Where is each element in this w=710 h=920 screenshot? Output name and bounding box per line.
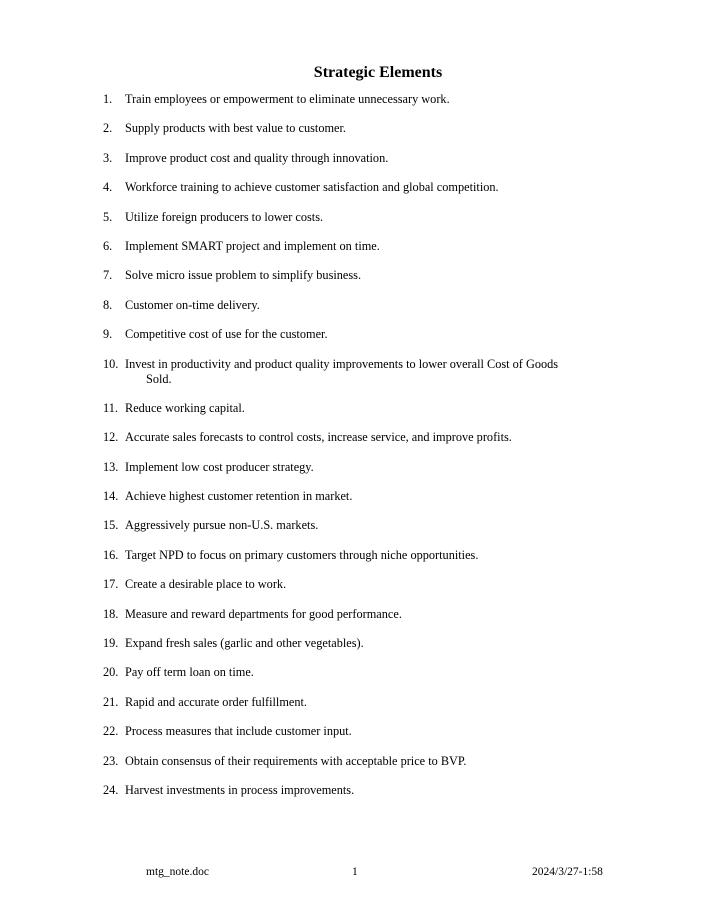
item-number: 21. [103,694,119,709]
list-item [103,665,583,680]
item-number: 23. [103,753,119,768]
list-item [103,327,583,342]
item-text: Supply products with best value to customer. [125,121,346,136]
item-number: 19. [103,636,119,651]
list-item [103,754,583,769]
item-text: Accurate sales forecasts to control costs, increase service, and improve profits. [125,430,512,445]
item-number: 7. [103,268,113,283]
item-text: Solve micro issue problem to simplify business. [125,268,362,283]
list-item [103,298,583,313]
item-number: 1. [103,92,113,106]
item-text: Target NPD to focus on primary customers through niche opportunities. [125,547,479,562]
item-text: Create a desirable place to work. [125,577,287,592]
item-text: Customer on-time delivery. [125,297,260,312]
list-item [103,460,583,475]
item-text-continuation: Sold. [146,371,172,386]
list-item [103,783,583,798]
item-number: 24. [103,782,119,797]
item-number: 14. [103,489,119,504]
item-number: 12. [103,430,119,445]
item-text: Harvest investments in process improvements. [125,782,355,797]
item-text: Pay off term loan on time. [125,665,254,680]
list-item [103,695,583,710]
footer-datetime: 2024/3/27-1:58 [532,866,603,878]
item-number: 10. [103,356,119,371]
list-item [103,401,583,416]
list-item [103,180,583,195]
item-number: 6. [103,238,113,253]
item-text: Process measures that include customer input. [125,724,352,739]
list-item [103,151,583,166]
item-number: 15. [103,518,119,533]
item-number: 9. [103,327,113,342]
item-text: Measure and reward departments for good performance. [125,606,402,621]
item-text: Expand fresh sales (garlic and other vegetables). [125,636,364,651]
list-item [103,430,583,445]
footer-page-number: 1 [352,866,358,878]
item-number: 20. [103,665,119,680]
list-item [103,210,583,225]
document-title: Strategic Elements [313,64,443,81]
item-text: Invest in productivity and product quality improvements to lower overall Cost of Goods [125,356,559,371]
item-number: 3. [103,150,113,165]
item-text: Achieve highest customer retention in market. [125,489,353,504]
strategic-elements-list [103,92,583,812]
item-text: Train employees or empowerment to eliminate unnecessary work. [125,92,450,106]
item-text: Competitive cost of use for the customer. [125,327,328,342]
list-item [103,607,583,622]
item-number: 2. [103,121,113,136]
list-item [103,239,583,254]
item-number: 17. [103,577,119,592]
list-item [103,92,583,107]
list-item [103,268,583,283]
item-text-wrapped [125,357,583,387]
footer-filename: mtg_note.doc [146,866,209,878]
list-item [103,489,583,504]
item-number: 4. [103,180,113,195]
item-number: 5. [103,209,113,224]
item-text: Workforce training to achieve customer satisfaction and global competition. [125,180,499,195]
list-item [103,548,583,563]
list-item [103,636,583,651]
item-number: 16. [103,547,119,562]
item-number: 8. [103,297,113,312]
item-text: Implement SMART project and implement on time. [125,238,380,253]
item-text: Rapid and accurate order fulfillment. [125,694,307,709]
item-text: Reduce working capital. [125,400,245,415]
item-text: Utilize foreign producers to lower costs. [125,209,324,224]
item-number: 13. [103,459,119,474]
item-number: 11. [103,400,118,415]
item-text: Aggressively pursue non-U.S. markets. [125,518,319,533]
list-item [103,357,583,387]
list-item [103,518,583,533]
item-number: 22. [103,724,119,739]
list-item [103,121,583,136]
item-text: Obtain consensus of their requirements with acceptable price to BVP. [125,753,467,768]
item-text: Implement low cost producer strategy. [125,459,314,474]
list-item [103,724,583,739]
item-text: Improve product cost and quality through innovation. [125,150,389,165]
item-number: 18. [103,606,119,621]
list-item [103,577,583,592]
